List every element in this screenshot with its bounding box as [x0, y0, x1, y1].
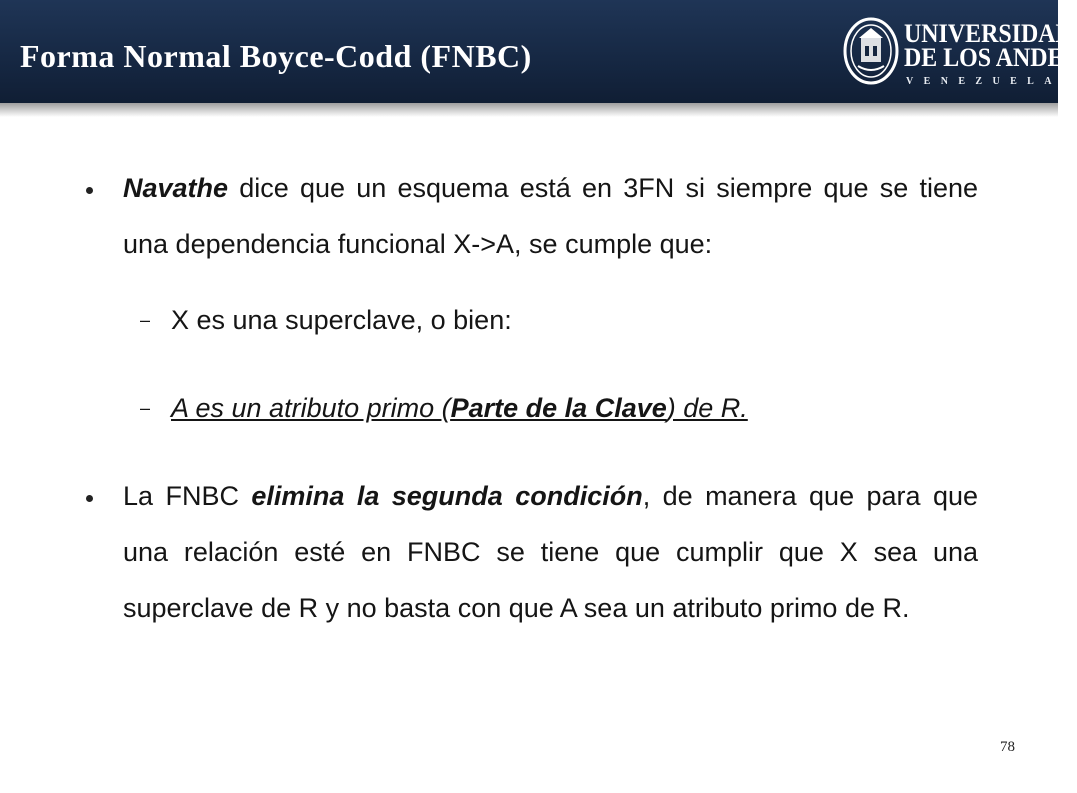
header-shadow	[0, 103, 1058, 117]
sub2-bold: Parte de la Clave	[450, 393, 667, 423]
logo-line3: VENEZUELA	[906, 76, 1062, 87]
slide-body	[76, 160, 978, 636]
bullet-fnbc	[76, 468, 978, 636]
bullet-navathe	[76, 160, 978, 272]
sub2-part2: ) de R.	[666, 393, 748, 423]
sub-item-superclave	[76, 292, 978, 348]
sub2-part1: A es un atributo primo (	[171, 393, 451, 423]
sub2-text	[171, 393, 748, 423]
bullet2-part2: , de manera que para que una relación esté en FNBC se tiene que cumplir que X sea una superclave de R y no basta con que A sea un atributo primo de R.	[123, 481, 978, 623]
bullet2-part1: La FNBC	[123, 481, 252, 511]
page-number: 78	[1000, 739, 1015, 755]
bullet2-emphasis: elimina la segunda condición	[251, 481, 643, 511]
sub-dash: –	[140, 398, 151, 418]
bullet-dot	[86, 495, 93, 502]
sub1-text: X es una superclave, o bien:	[171, 305, 512, 335]
logo-wordmark	[904, 19, 1077, 72]
logo-line1: UNIVERSIDAD	[904, 19, 1073, 48]
university-logo	[842, 14, 1077, 94]
university-seal-icon	[842, 16, 900, 86]
bullet1-author: Navathe	[123, 173, 229, 203]
slide-header	[0, 0, 1077, 103]
logo-line2: DE LOS ANDES	[904, 43, 1077, 72]
sub-dash: –	[140, 310, 151, 330]
bullet1-text: dice que un esquema está en 3FN si siempre que se tiene una dependencia funcional X->A, se cumple que:	[123, 173, 978, 259]
sub-item-atributo-primo	[76, 380, 978, 436]
bullet-dot	[86, 187, 93, 194]
slide-title: Forma Normal Boyce-Codd (FNBC)	[20, 38, 532, 74]
